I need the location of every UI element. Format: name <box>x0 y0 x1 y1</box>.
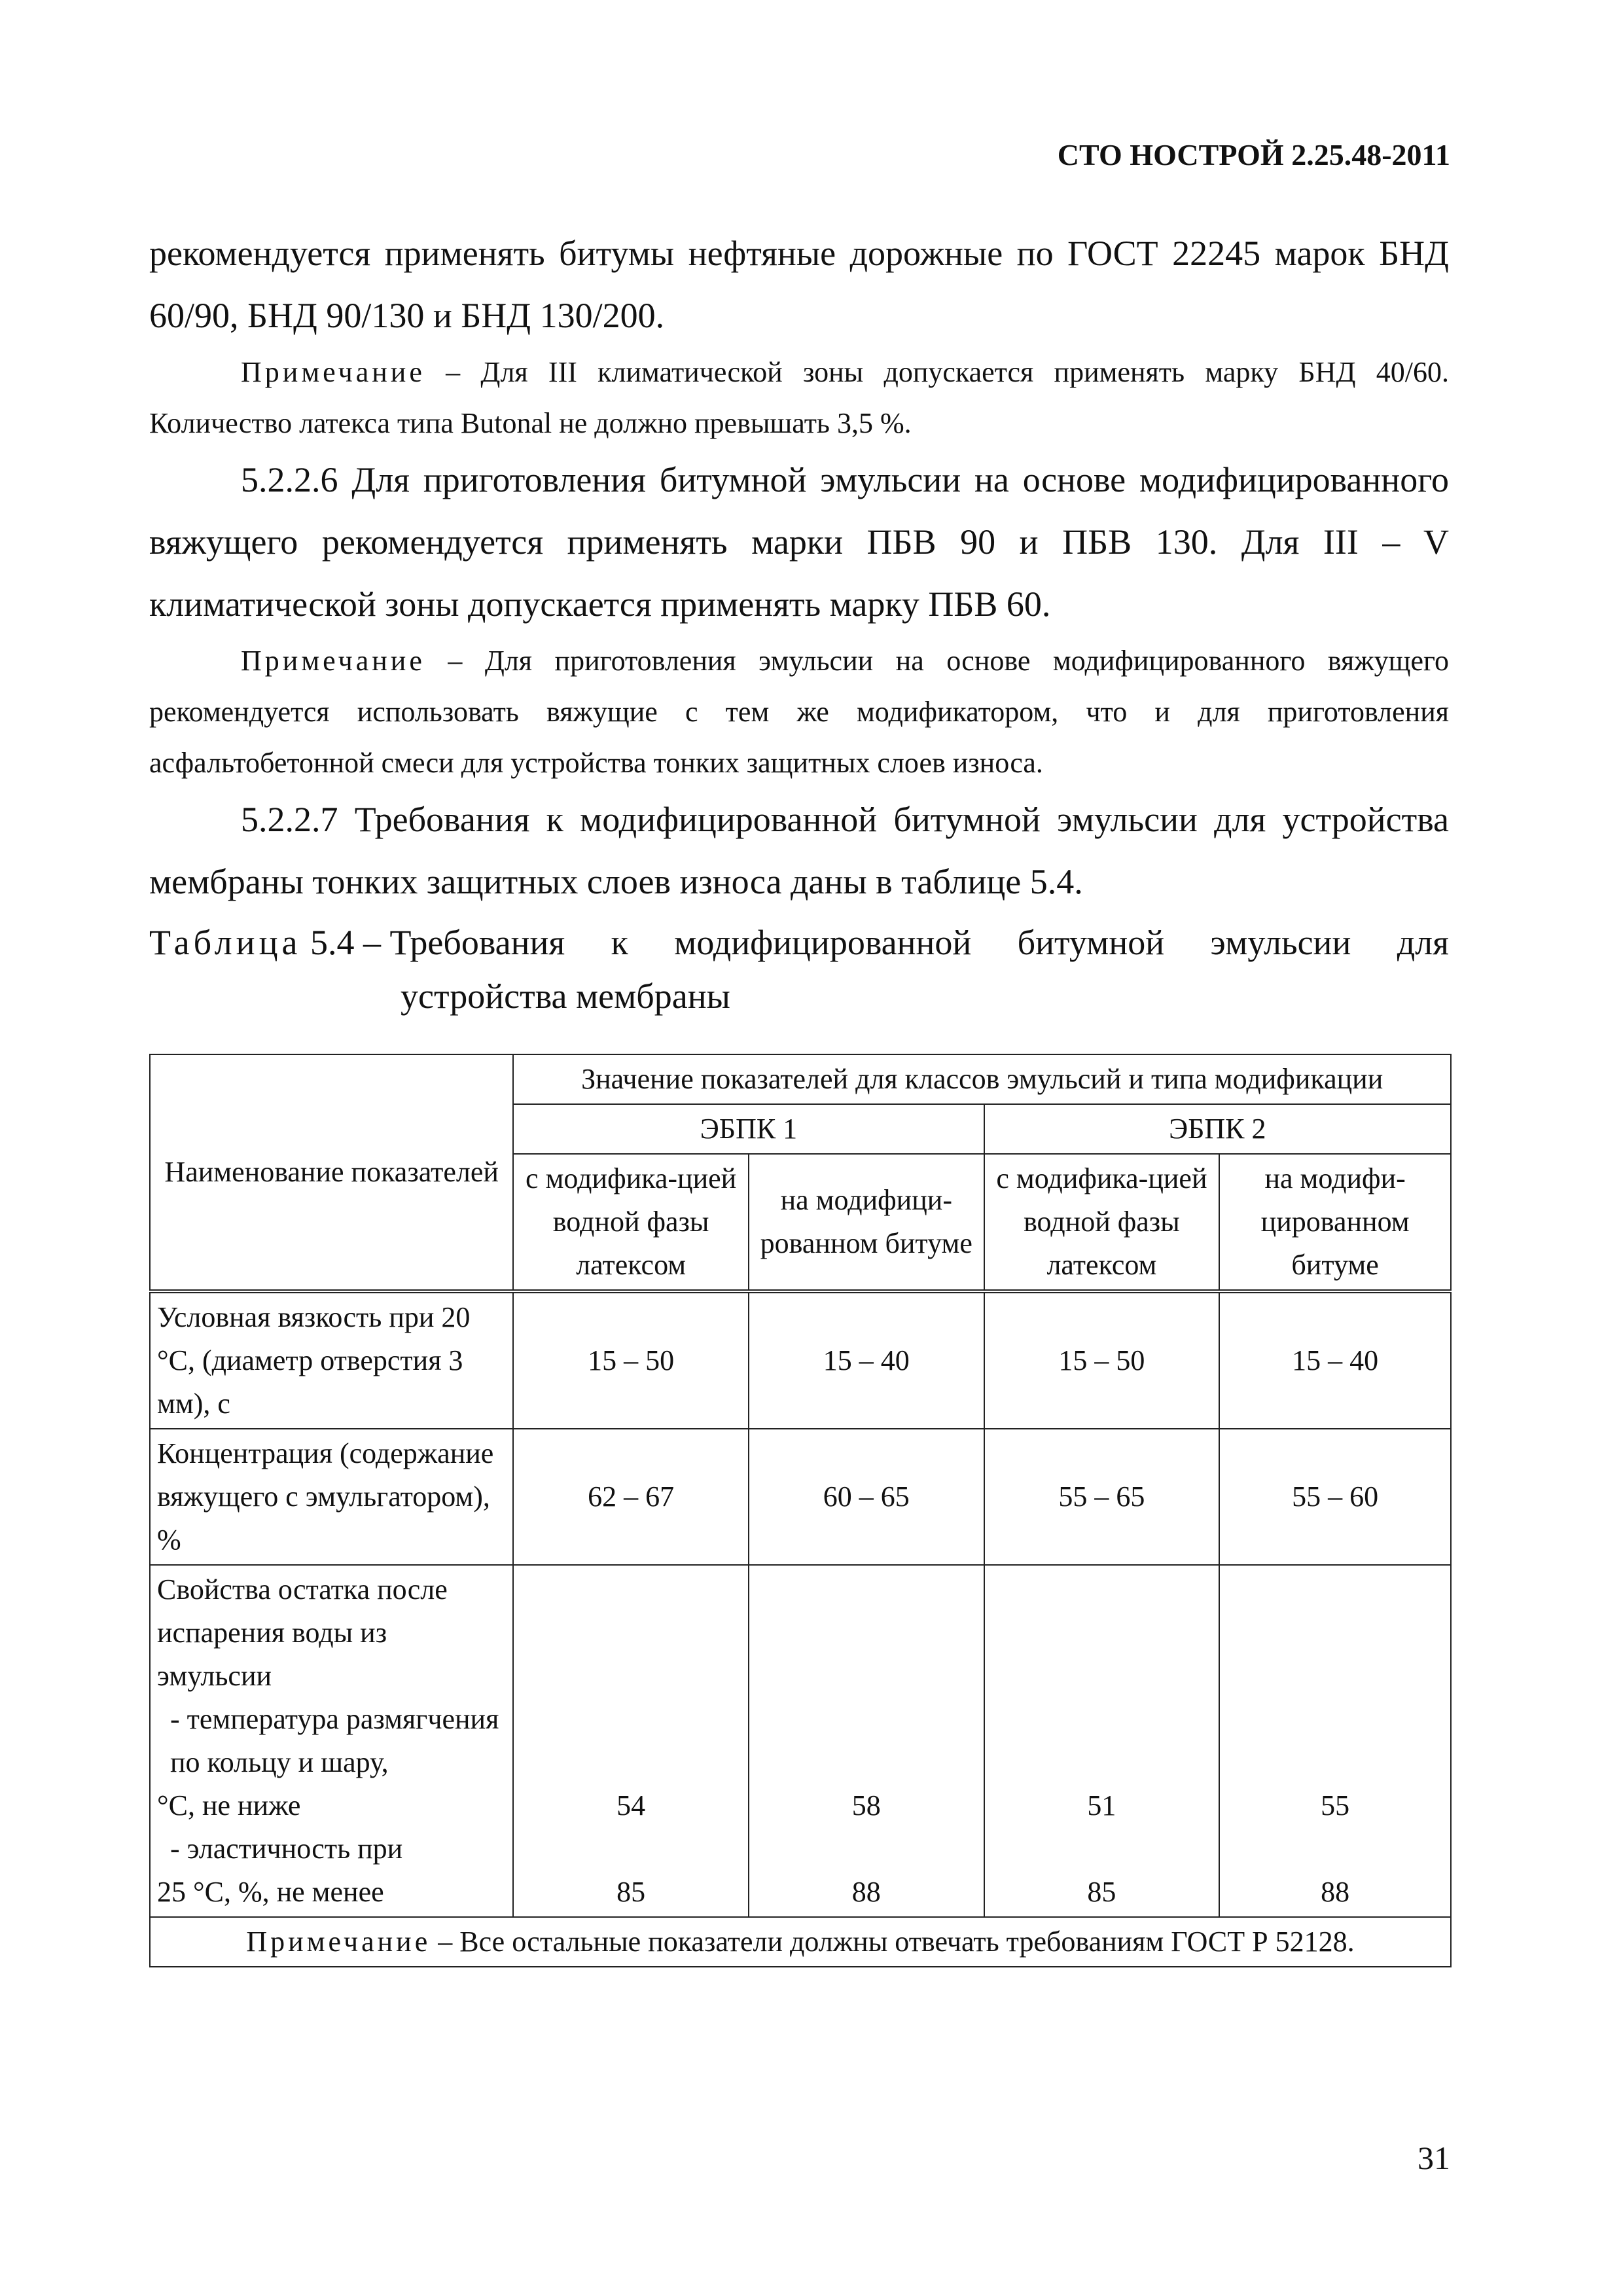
table-row <box>150 1291 1451 1429</box>
elasticity-value: 88 <box>1321 1876 1350 1908</box>
caption-line-2: устройства мембраны <box>401 977 730 1016</box>
header-class-ebpk2: ЭБПК 2 <box>984 1104 1451 1154</box>
cell-value: 60 – 65 <box>749 1429 984 1565</box>
elasticity-value: 85 <box>616 1876 646 1908</box>
page-number: 31 <box>1418 2140 1450 2176</box>
cell-value: 15 – 40 <box>1219 1291 1451 1429</box>
caption-word: битумной <box>1017 923 1165 962</box>
paragraph-5-2-2-7: 5.2.2.7 Требования к модифицированной битумной эмульсии для устройства мембраны тонких защитных слоев износа даны в таблице 5.4. <box>149 800 1449 901</box>
document-code-header: СТО НОСТРОЙ 2.25.48-2011 <box>1057 138 1450 171</box>
residue-title: Свойства остатка после испарения воды из эмульсии <box>157 1573 448 1692</box>
header-sub: на модифици-рованном битуме <box>749 1154 984 1291</box>
row-name: Концентрация (содержание вяжущего с эмульгатором), % <box>150 1429 513 1565</box>
cell-value: 15 – 40 <box>749 1291 984 1429</box>
cell-value: 15 – 50 <box>513 1291 749 1429</box>
header-class-ebpk1: ЭБПК 1 <box>513 1104 984 1154</box>
softening-value: 51 <box>1087 1789 1116 1821</box>
paragraph-bitumen-grades: рекомендуется применять битумы нефтяные дорожные по ГОСТ 22245 марок БНД 60/90, БНД 90/130 и БНД 130/200. <box>149 234 1449 335</box>
table-row-residue <box>150 1565 1451 1917</box>
note-text: – Для III климатической зоны допускается применять марку БНД 40/60. Количество латекса типа Butonal не должно превышать 3,5 %. <box>149 356 1449 439</box>
header-sub: с модифика-цией водной фазы латексом <box>984 1154 1220 1291</box>
header-indicator-name: Наименование показателей <box>150 1054 513 1291</box>
table-row <box>150 1429 1451 1565</box>
table-caption <box>149 916 1449 1023</box>
requirements-table <box>149 1054 1452 1967</box>
cell-residue <box>749 1565 984 1917</box>
note-climate-zone-iii <box>149 347 1449 449</box>
elasticity-value: 85 <box>1087 1876 1116 1908</box>
cell-value: 55 – 60 <box>1219 1429 1451 1565</box>
note-modifier <box>149 636 1449 789</box>
cell-value: 55 – 65 <box>984 1429 1220 1565</box>
elasticity-label: - эластичность при <box>170 1833 403 1865</box>
header-sub: с модифика-цией водной фазы латексом <box>513 1154 749 1291</box>
row-name-residue <box>150 1565 513 1917</box>
caption-word: модифицированной <box>674 923 972 962</box>
header-sub: на модифи-цированном битуме <box>1219 1154 1451 1291</box>
elasticity-value: 88 <box>851 1876 881 1908</box>
caption-number: Таблица 5.4 – Требования <box>149 923 565 962</box>
elasticity-label-unit: 25 °С, %, не менее <box>157 1876 384 1908</box>
header-values: Значение показателей для классов эмульсий и типа модификации <box>513 1054 1451 1104</box>
cell-value: 62 – 67 <box>513 1429 749 1565</box>
softening-label: - температура размягчения по кольцу и шару, <box>170 1703 499 1778</box>
document-body <box>149 223 1449 1023</box>
note-lead: Примечание <box>241 356 425 388</box>
table-note-lead: Примечание <box>246 1926 431 1958</box>
cell-value: 15 – 50 <box>984 1291 1220 1429</box>
softening-value: 54 <box>616 1789 646 1821</box>
note-text: – Для приготовления эмульсии на основе модифицированного вяжущего рекомендуется использовать вяжущие с тем же модификатором, что и для приготовления асфальтобетонной смеси для устройства тонких защитных слоев износа. <box>149 645 1449 779</box>
softening-label-unit: °С, не ниже <box>157 1789 301 1821</box>
table-note <box>150 1917 1451 1967</box>
table-note-row <box>150 1917 1451 1967</box>
cell-residue <box>513 1565 749 1917</box>
note-lead: Примечание <box>241 645 425 677</box>
cell-residue <box>1219 1565 1451 1917</box>
cell-residue <box>984 1565 1220 1917</box>
paragraph-5-2-2-6: 5.2.2.6 Для приготовления битумной эмульсии на основе модифицированного вяжущего рекомендуется применять марки ПБВ 90 и ПБВ 130. Для III – V климатической зоны допускается применять марку ПБВ 60. <box>149 460 1449 624</box>
caption-word: к <box>611 923 628 962</box>
softening-value: 58 <box>851 1789 881 1821</box>
caption-word: для <box>1397 923 1449 962</box>
softening-value: 55 <box>1321 1789 1350 1821</box>
caption-word: эмульсии <box>1210 923 1351 962</box>
row-name: Условная вязкость при 20 °С, (диаметр отверстия 3 мм), с <box>150 1291 513 1429</box>
table-note-text: – Все остальные показатели должны отвечать требованиям ГОСТ Р 52128. <box>431 1926 1355 1958</box>
